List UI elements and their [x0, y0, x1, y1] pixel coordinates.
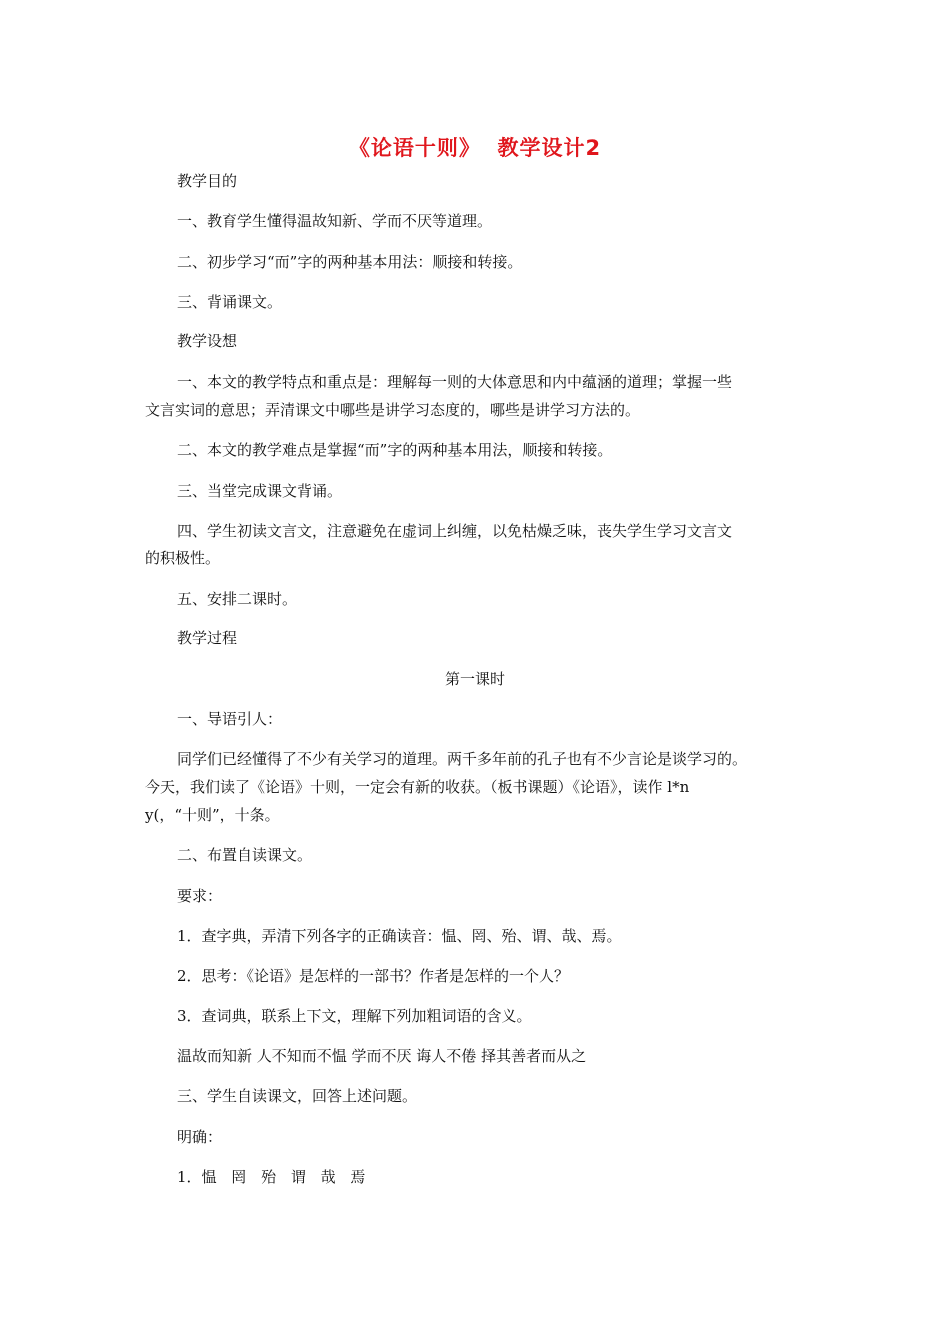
section-heading-process: 教学过程	[177, 629, 238, 647]
paragraph: 要求：	[177, 887, 223, 905]
phrase-list: 温故而知新 人不知而不愠 学而不厌 诲人不倦 择其善者而从之	[177, 1047, 587, 1065]
list-item: 1．愠 罔 殆 谓 哉 焉	[177, 1168, 366, 1186]
list-item: 2．思考：《论语》是怎样的一部书？作者是怎样的一个人？	[177, 967, 570, 985]
paragraph: 一、教育学生懂得温故知新、学而不厌等道理。	[177, 212, 493, 230]
paragraph: 一、导语引人：	[177, 710, 283, 728]
paragraph-continuation: y(，“十则”，十条。	[145, 806, 280, 824]
paragraph: 五、安排二课时。	[177, 590, 298, 608]
paragraph: 明确：	[177, 1128, 223, 1146]
paragraph: 三、当堂完成课文背诵。	[177, 482, 343, 500]
list-item: 3．查词典，联系上下文，理解下列加粗词语的含义。	[177, 1007, 532, 1025]
paragraph: 三、背诵课文。	[177, 293, 283, 311]
paragraph: 二、布置自读课文。	[177, 846, 313, 864]
paragraph: 四、学生初读文言文，注意避免在虚词上纠缠，以免枯燥乏味，丧失学生学习文言文	[177, 522, 733, 540]
lesson-heading: 第一课时	[444, 670, 505, 688]
paragraph: 一、本文的教学特点和重点是：理解每一则的大体意思和内中蕴涵的道理；掌握一些	[177, 373, 733, 391]
paragraph-continuation: 的积极性。	[145, 549, 221, 567]
paragraph-continuation: 文言实词的意思；弄清课文中哪些是讲学习态度的，哪些是讲学习方法的。	[145, 401, 641, 419]
list-item: 1．查字典，弄清下列各字的正确读音：愠、罔、殆、谓、哉、焉。	[177, 927, 622, 945]
paragraph-continuation: 今天，我们读了《论语》十则，一定会有新的收获。（板书课题）《论语》，读作 l*n	[145, 778, 690, 796]
section-heading-objectives: 教学目的	[177, 172, 238, 190]
paragraph: 三、学生自读课文，回答上述问题。	[177, 1087, 418, 1105]
paragraph: 同学们已经懂得了不少有关学习的道理。两千多年前的孔子也有不少言论是谈学习的。	[177, 750, 748, 768]
paragraph: 二、本文的教学难点是掌握“而”字的两种基本用法，顺接和转接。	[177, 441, 613, 459]
paragraph: 二、初步学习“而”字的两种基本用法：顺接和转接。	[177, 253, 523, 271]
section-heading-design: 教学设想	[177, 332, 238, 350]
document-title: 《论语十则》 教学设计2	[348, 136, 602, 160]
